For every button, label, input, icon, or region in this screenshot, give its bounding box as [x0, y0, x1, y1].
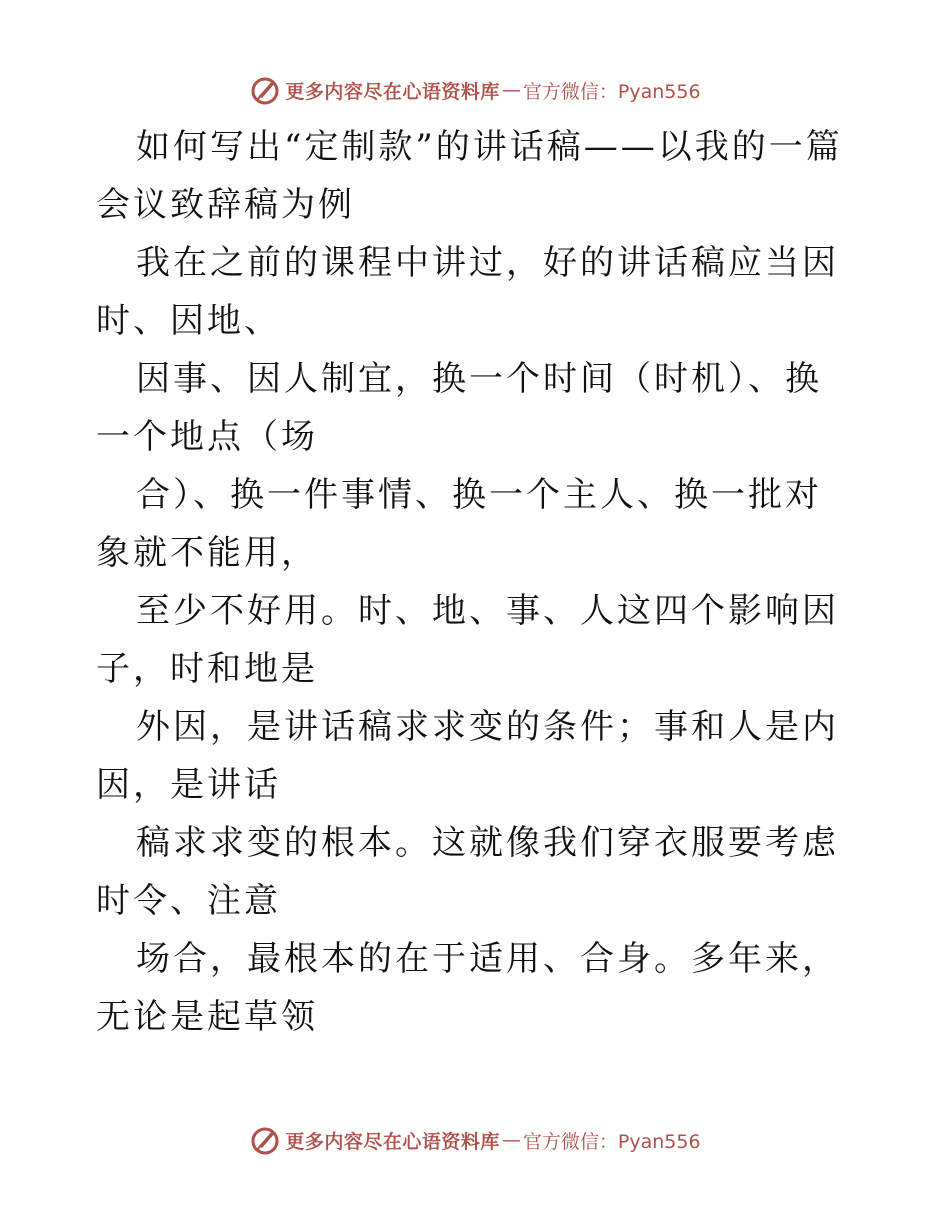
header-brand-text: 更多内容尽在心语资料库 — [285, 80, 500, 103]
footer-brand-text: 更多内容尽在心语资料库 — [285, 1130, 500, 1153]
footer-separator: — — [501, 1129, 521, 1151]
footer-watermark — [0, 1120, 950, 1160]
body-line: 场合，最根本的在于适用、合身。多年来，无论是起草领 — [96, 939, 839, 1037]
quill-logo-icon — [249, 74, 281, 106]
header-wechat-text: 官方微信：Pyan556 — [522, 80, 701, 103]
header-separator: — — [501, 79, 521, 101]
body-line: 因事、因人制宜，换一个时间（时机）、换一个地点（场 — [96, 359, 822, 457]
body-line: 合）、换一件事情、换一个主人、换一批对象就不能用， — [96, 475, 822, 573]
footer-wechat-text: 官方微信：Pyan556 — [522, 1130, 701, 1153]
title-line: 如何写出“定制款”的讲话稿——以我的一篇会议致辞稿为例 — [96, 127, 843, 225]
header-watermark — [0, 70, 950, 110]
quill-logo-icon — [249, 1124, 281, 1156]
body-line: 稿求求变的根本。这就像我们穿衣服要考虑时令、注意 — [96, 823, 839, 921]
body-line: 我在之前的课程中讲过，好的讲话稿应当因时、因地、 — [96, 243, 839, 341]
body-line: 外因，是讲话稿求求变的条件；事和人是内因，是讲话 — [96, 707, 839, 805]
document-body — [96, 118, 856, 1046]
body-line: 至少不好用。时、地、事、人这四个影响因子，时和地是 — [96, 591, 839, 689]
